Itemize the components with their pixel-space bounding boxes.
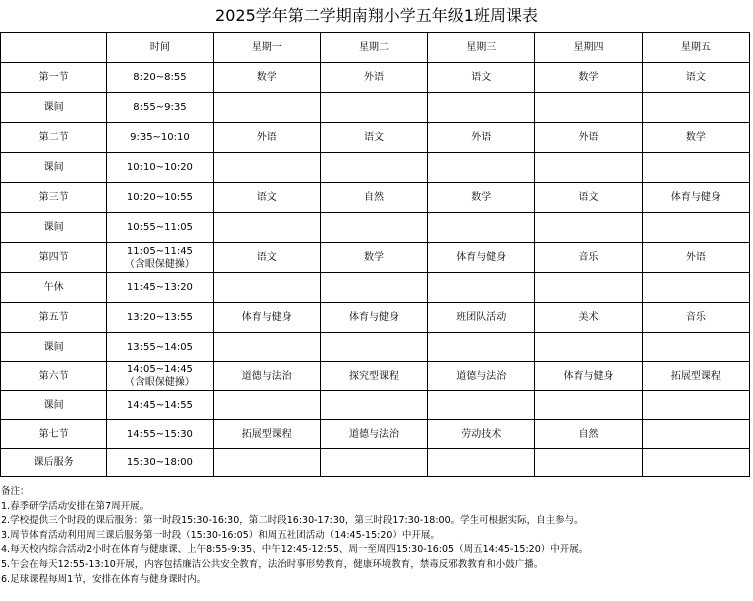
period-time-line: 14:55~15:30: [126, 428, 193, 440]
subject-cell: [320, 273, 427, 303]
schedule-row: [1, 420, 750, 449]
note-item: 3.周节体育活动利用周三课后服务第一时段（15:30-16:05）和周五社团活动（14:45-15:20）中开展。: [1, 529, 440, 541]
period-label: 第二节: [1, 123, 107, 153]
header-blank-cell: [1, 33, 107, 63]
schedule-row: [1, 153, 750, 183]
subject-cell: [535, 391, 642, 420]
period-label: 课间: [1, 153, 107, 183]
period-time-line: 8:55~9:35: [133, 102, 187, 113]
subject-cell: 外语: [642, 243, 749, 273]
period-time-line: 14:45~14:55: [126, 399, 193, 411]
subject-cell: [213, 273, 320, 303]
subject-cell: [535, 273, 642, 303]
subject-cell: 班团队活动: [428, 303, 535, 333]
subject-cell: [428, 333, 535, 362]
subject-cell: [535, 449, 642, 477]
subject-cell: 拓展型课程: [642, 362, 749, 391]
note-item: 6.足球课程每周1节，安排在体育与健身课时内。: [1, 573, 207, 585]
subject-cell: [642, 333, 749, 362]
period-time-line: 11:45~13:20: [126, 282, 193, 293]
period-time: [107, 183, 213, 213]
subject-cell: [428, 391, 535, 420]
period-label: 课后服务: [1, 449, 107, 477]
period-time-line: 13:20~13:55: [126, 312, 193, 323]
subject-cell: [320, 93, 427, 123]
subject-cell: 语文: [535, 183, 642, 213]
subject-cell: [642, 213, 749, 243]
subject-cell: [535, 213, 642, 243]
schedule-row: [1, 123, 750, 153]
subject-cell: [428, 93, 535, 123]
note-item: 1.春季研学活动安排在第7周开展。: [1, 500, 150, 512]
subject-cell: 探究型课程: [320, 362, 427, 391]
subject-cell: [642, 153, 749, 183]
subject-cell: 拓展型课程: [213, 420, 320, 449]
period-time-line: （含眼保健操）: [124, 377, 195, 388]
period-time: [107, 153, 213, 183]
period-time-line: （含眼保健操）: [124, 258, 195, 270]
subject-cell: [642, 273, 749, 303]
subject-cell: 外语: [535, 123, 642, 153]
subject-cell: 自然: [320, 183, 427, 213]
header-day: 星期五: [642, 33, 749, 63]
subject-cell: 音乐: [642, 303, 749, 333]
header-day: 星期三: [428, 33, 535, 63]
subject-cell: [320, 333, 427, 362]
schedule-row: [1, 243, 750, 273]
subject-cell: [213, 93, 320, 123]
subject-cell: 劳动技术: [428, 420, 535, 449]
subject-cell: 语文: [428, 63, 535, 93]
period-label: 第五节: [1, 303, 107, 333]
period-time-line: 9:35~10:10: [130, 132, 190, 143]
subject-cell: 体育与健身: [535, 362, 642, 391]
subject-cell: [535, 93, 642, 123]
period-time-line: 8:20~8:55: [133, 72, 187, 83]
notes-heading: 备注：: [1, 486, 30, 497]
period-label: 第四节: [1, 243, 107, 273]
period-label: 课间: [1, 391, 107, 420]
schedule-row: [1, 449, 750, 477]
subject-cell: 数学: [213, 63, 320, 93]
subject-cell: [428, 449, 535, 477]
period-time: [107, 420, 213, 449]
subject-cell: 外语: [428, 123, 535, 153]
note-item: 2.学校提供三个时段的课后服务：第一时段15:30-16:30，第二时段16:30-17:30，第三时段17:30-18:00。学生可根据实际，自主参与。: [1, 515, 584, 527]
subject-cell: [535, 333, 642, 362]
period-time: [107, 362, 213, 391]
schedule-row: [1, 183, 750, 213]
header-day: 星期四: [535, 33, 642, 63]
subject-cell: [213, 391, 320, 420]
subject-cell: [535, 153, 642, 183]
schedule-row: [1, 93, 750, 123]
schedule-row: [1, 303, 750, 333]
header-day: 星期一: [213, 33, 320, 63]
note-item: 4.每天校内综合活动2小时在体育与健康课、上午8:55-9:35、中午12:45-12:55、周一至周四15:30-16:05（周五14:45-15:20）中开展。: [1, 544, 589, 556]
period-time: [107, 273, 213, 303]
notes: [1, 485, 751, 587]
subject-cell: 语文: [213, 243, 320, 273]
schedule-row: [1, 391, 750, 420]
period-time: [107, 93, 213, 123]
subject-cell: 道德与法治: [213, 362, 320, 391]
subject-cell: [642, 420, 749, 449]
schedule-table: [0, 32, 750, 477]
subject-cell: 数学: [428, 183, 535, 213]
header-time: 时间: [107, 33, 213, 63]
schedule-row: [1, 273, 750, 303]
subject-cell: [428, 273, 535, 303]
schedule-row: [1, 63, 750, 93]
subject-cell: 体育与健身: [428, 243, 535, 273]
period-time: [107, 63, 213, 93]
period-time: [107, 303, 213, 333]
subject-cell: 语文: [320, 123, 427, 153]
period-time: [107, 213, 213, 243]
period-label: 课间: [1, 93, 107, 123]
period-time: [107, 391, 213, 420]
period-time-line: 11:05~11:45: [126, 245, 193, 257]
subject-cell: [213, 449, 320, 477]
subject-cell: 道德与法治: [320, 420, 427, 449]
note-item: 5.午会在每天12:55-13:10开展，内容包括廉洁公共安全教育，法治时事形势教育，健康环境教育，禁毒反邪教教育和小鼓广播。: [1, 558, 544, 570]
period-time-line: 15:30~18:00: [126, 457, 193, 468]
period-time: [107, 243, 213, 273]
subject-cell: [213, 213, 320, 243]
subject-cell: [320, 391, 427, 420]
subject-cell: 体育与健身: [642, 183, 749, 213]
subject-cell: [642, 449, 749, 477]
period-label: 课间: [1, 213, 107, 243]
period-time-line: 10:20~10:55: [126, 192, 193, 203]
header-day: 星期二: [320, 33, 427, 63]
period-label: 第六节: [1, 362, 107, 391]
period-label: 第七节: [1, 420, 107, 449]
subject-cell: 外语: [213, 123, 320, 153]
subject-cell: [213, 153, 320, 183]
subject-cell: 语文: [642, 63, 749, 93]
subject-cell: [320, 213, 427, 243]
period-time: [107, 449, 213, 477]
header-row: [1, 33, 750, 63]
period-label: 第一节: [1, 63, 107, 93]
subject-cell: [642, 93, 749, 123]
period-time-line: 10:55~11:05: [126, 222, 193, 233]
subject-cell: [428, 153, 535, 183]
period-time: [107, 123, 213, 153]
period-time-line: 10:10~10:20: [126, 162, 193, 173]
page-title: 2025学年第二学期南翔小学五年级1班周课表: [215, 6, 538, 25]
subject-cell: [320, 153, 427, 183]
subject-cell: 道德与法治: [428, 362, 535, 391]
subject-cell: 数学: [642, 123, 749, 153]
period-time-line: 14:05~14:45: [126, 364, 193, 375]
subject-cell: 美术: [535, 303, 642, 333]
subject-cell: 外语: [320, 63, 427, 93]
subject-cell: 音乐: [535, 243, 642, 273]
period-label: 第三节: [1, 183, 107, 213]
period-label: 午休: [1, 273, 107, 303]
schedule-row: [1, 333, 750, 362]
subject-cell: 自然: [535, 420, 642, 449]
subject-cell: [213, 333, 320, 362]
subject-cell: 体育与健身: [213, 303, 320, 333]
subject-cell: 数学: [320, 243, 427, 273]
schedule-row: [1, 362, 750, 391]
period-time-line: 13:55~14:05: [126, 341, 193, 353]
subject-cell: 体育与健身: [320, 303, 427, 333]
subject-cell: [642, 391, 749, 420]
schedule-row: [1, 213, 750, 243]
subject-cell: [428, 213, 535, 243]
subject-cell: 数学: [535, 63, 642, 93]
period-time: [107, 333, 213, 362]
subject-cell: [320, 449, 427, 477]
subject-cell: 语文: [213, 183, 320, 213]
period-label: 课间: [1, 333, 107, 362]
